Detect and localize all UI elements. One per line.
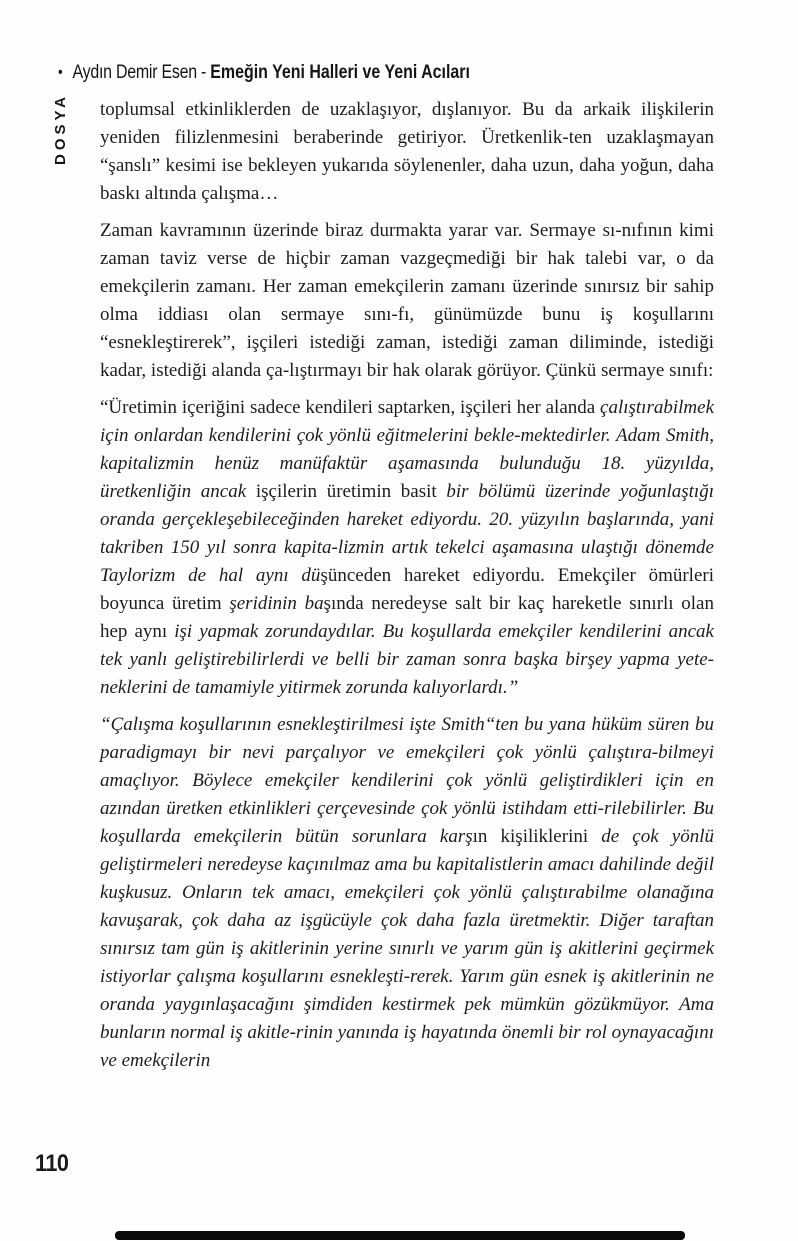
text-run: şında neredeyse salt bir kaç hareketle sınırlı olan hep aynı — [100, 593, 714, 642]
paragraph — [100, 394, 714, 702]
quote-italic-run: de çok yönlü geliştirmeleri neredeyse kaçınılmaz ama bu kapitalistlerin amacı dahilinde değil kuşkusuz. Onların tek amacı, emekçileri çok yönlü çalıştırabilme olanağına kavuşarak, çok daha az işgücüyle çok daha fazla üretmektir. Diğer taraftan sınırsız tam gün iş akitlerinin yerine sınırlı ve yarım gün iş akitlerini geçirmek istiyorlar çalışma koşullarını esnekleşti-rerek. Yarım gün esnek iş akitlerinin ne oranda yaygınlaşacağını şimdiden kestirmek pek mümkün gözükmüyor. Ama bunların normal iş akitle-rinin yanında iş hayatında önemli bir rol oynayacağını ve emekçilerin — [100, 826, 714, 1071]
text-run: işçilerin üretimin basit — [255, 481, 447, 502]
text-run: toplumsal etkinliklerden de uzaklaşıyor, dışlanıyor. Bu da arkaik ilişkilerin yeniden filizlenmesini beraberinde getiriyor. Üretkenlik-ten uzaklaşmayan “şanslı” kesimi ise bekleyen yukarıda söylenenler, daha uzun, daha yoğun, daha baskı altında çalışma… — [100, 99, 714, 204]
paragraph — [100, 711, 714, 1075]
home-indicator-bar[interactable] — [115, 1231, 685, 1240]
paragraph — [100, 217, 714, 385]
bullet-icon: • — [58, 64, 63, 81]
header-author: Aydın Demir Esen - — [72, 62, 211, 83]
quote-italic-run: “Çalışma koşullarının esnekleştirilmesi işte Smith“ten bu yana hüküm süren bu paradigmayı bir nevi parçalıyor ve emekçileri çok yönlü çalıştıra-bilmeyi amaçlıyor. Böylece emekçiler kendilerini çok yönlü geliştirdikleri için en azından üretken etkinlikleri çerçevesinde çok yönlü istihdam etti-rilebilirler. Bu koşullarda emekçilerin bütün sorunlara karş — [100, 714, 714, 847]
paragraph — [100, 96, 714, 208]
text-run: Zaman kavramının üzerinde biraz durmakta yarar var. Sermaye sı-nıfının kimi zaman taviz verse de hiçbir zaman vazgeçmediği bir hak talebi var, o da emekçilerin zamanı. Her zaman emekçilerin zamanı üzerinde sınırsız bir sahip olma iddiası olan sermaye sını-fı, günümüzde bunu iş koşullarını “esnekleştirerek”, işçileri istediği zaman, istediği zaman diliminde, istediği kadar, istediği alanda ça-lıştırmayı bir hak olarak görüyor. Çünkü sermaye sınıfı: — [100, 220, 714, 381]
text-run: şünceden hareket ediyordu. Emekçiler ömürleri boyunca üretim — [100, 565, 714, 614]
body-text — [100, 96, 714, 1084]
page-header — [58, 62, 470, 84]
section-label-dosya: DOSYA — [52, 93, 69, 165]
quote-italic-run: işi yapmak zorundaydılar. Bu koşullarda emekçiler kendilerini ancak tek yanlı geliştirebilirlerdi ve belli bir zaman sonra başka birşey yapma yete-neklerini de tamamiyle yitirmek zorunda kalıyorlardı.” — [100, 621, 714, 698]
page-number: 110 — [35, 1150, 69, 1177]
text-run: “Üretimin içeriğini sadece kendileri saptarken, işçileri her alanda — [100, 397, 601, 418]
quote-italic-run: bir bölümü üzerinde yoğunlaştığı oranda gerçekleşebileceğinden hareket ediyordu. 20. yüzyılın başlarında, yani takriben 150 yıl sonra kapita-lizmin artık tekelci aşamasına ulaştığı dönemde Taylorizm de hal aynı dü — [100, 481, 714, 586]
quote-italic-run: çalıştırabilmek için onlardan kendilerini çok yönlü eğitmelerini bekle-mektedirler. Adam Smith, kapitalizmin henüz manüfaktür aşamasında bulunduğu 18. yüzyılda, üretkenliğin ancak — [100, 397, 714, 502]
text-run: ın kişiliklerini — [472, 826, 602, 847]
header-book-title: Emeğin Yeni Halleri ve Yeni Acıları — [210, 62, 470, 83]
quote-italic-run: şeridinin ba — [229, 593, 324, 614]
